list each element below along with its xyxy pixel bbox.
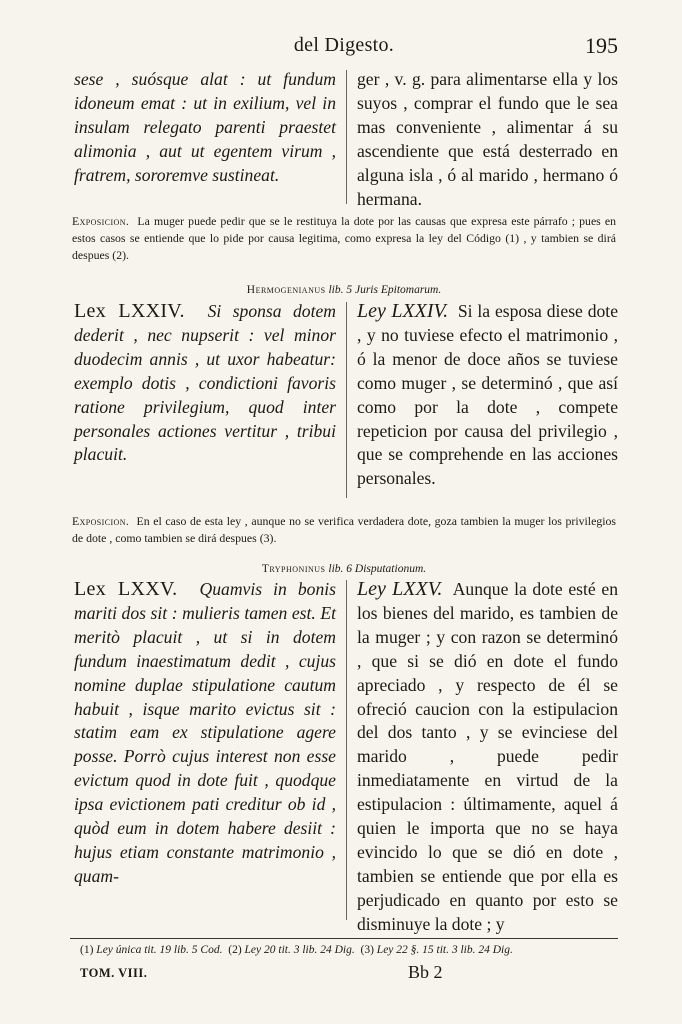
sheet-mark: Bb 2: [408, 962, 443, 982]
lex-heading: Lex LXXV.: [74, 578, 178, 600]
exposicion-label: Exposicion.: [72, 514, 130, 528]
spanish-text: ger , v. g. para alimentarse ella y los suyos , comprar el fundo que le sea mas conveniente , alimentar á su ascendiente que está desterrado en alguna isla , ó al marido , hermano ó hermana.: [357, 69, 618, 209]
column-divider: [346, 580, 347, 920]
spanish-text: Si la esposa diese dote , y no tuviese efecto el matrimonio , ó la menor de doce años se tuviese como muger , se determinó , que así como por la dote , compete repeticion por causa del privilegio , que se comprehende en las acciones personales.: [357, 301, 619, 489]
exposicion-label: Exposicion.: [72, 214, 130, 228]
footnote-1-mark: (1): [80, 944, 94, 956]
source-attribution: [70, 284, 618, 296]
latin-column: [74, 578, 336, 889]
latin-text: Quamvis in bonis mariti dos sit : mulieris tamen est. Et meritò placuit , ut si in dotem fundum inaestimatum dedit , cujus nomine duplae stipulatione cautum habuit , isque marito evictus sit : statim eam ex stipulatione agere posse. Porrò cujus interest non esse evictum quod in dote fuit , quodque ipsa evictionem pati creditur ob id , quòd eum in dotem habere desiit : hujus etiam constante matrimonio , quam-: [74, 579, 336, 886]
footnote-rule: [70, 938, 618, 939]
spanish-column: [357, 68, 618, 211]
footnote-2-text: Ley 20 tit. 3 lib. 24 Dig.: [244, 944, 355, 956]
latin-text: Si sponsa dotem dederit , nec nupserit : vel minor duodecim annis , ut uxor habeatur: exemplo dotis , condictioni favoris ratione privilegium, quod inter personales actiones vertitur , tribui placuit.: [74, 301, 336, 465]
exposicion-note: [72, 213, 616, 263]
footnote-3-text: Ley 22 §. 15 tit. 3 lib. 24 Dig.: [376, 944, 513, 956]
footnote-1-text: Ley única tit. 19 lib. 5 Cod.: [96, 944, 223, 956]
document-page: [70, 0, 618, 1024]
source-author: Hermogenianus: [246, 284, 326, 296]
column-divider: [346, 70, 347, 204]
footnotes: [80, 944, 618, 956]
source-work: lib. 5 Juris Epitomarum.: [328, 284, 442, 296]
running-title: del Digesto.: [293, 34, 395, 56]
spanish-column: [357, 300, 618, 491]
source-attribution: [70, 563, 618, 575]
exposicion-note: [72, 513, 616, 547]
latin-text: sese , suósque alat : ut fundum idoneum emat : ut in exilium, vel in insulam relegato parenti praestet alimonia , aut ut egentem virum , fratrem, sororemve sustineat.: [74, 69, 336, 185]
column-divider: [346, 302, 347, 498]
lex-heading: Lex LXXIV.: [74, 300, 185, 322]
footnote-3-mark: (3): [360, 944, 374, 956]
ley-heading: Ley LXXIV.: [357, 300, 449, 322]
spanish-column: [357, 578, 618, 937]
latin-column: [74, 300, 336, 467]
latin-column: [74, 68, 336, 188]
page-number: 195: [585, 33, 618, 58]
spanish-text: Aunque la dote esté en los bienes del marido, es tambien de la muger ; y con razon se determinó , que si se dió en dote el fundo apreciado , y respecto de él se ofreció caucion con la estipulacion del dos tanto , y se evinciese del marido , puede pedir inmediatamente en virtud de la estipulacion : últimamente, aquel á quien le importa que no se haya evincido lo que se dió en dote , tambien se entiende que por ella es perjudicado en quanto por esto se disminuye la dote ; y: [357, 579, 618, 934]
exposicion-text: La muger puede pedir que se le restituya la dote por las causas que expresa este párrafo ; pues en estos casos se entiende que lo pide por causa legitima, como expresa la ley del Código (1) , y tambien se dirá despues (2).: [72, 214, 616, 262]
source-work: lib. 6 Disputationum.: [328, 563, 427, 575]
footnote-2-mark: (2): [228, 944, 242, 956]
page-header: [70, 34, 618, 60]
ley-heading: Ley LXXV.: [357, 578, 443, 600]
exposicion-text: En el caso de esta ley , aunque no se verifica verdadera dote, goza tambien la muger los privilegios de dote , como tambien se dirá despues (3).: [72, 514, 616, 545]
source-author: Tryphoninus: [261, 563, 326, 575]
volume-signature: TOM. VIII.: [80, 966, 148, 980]
